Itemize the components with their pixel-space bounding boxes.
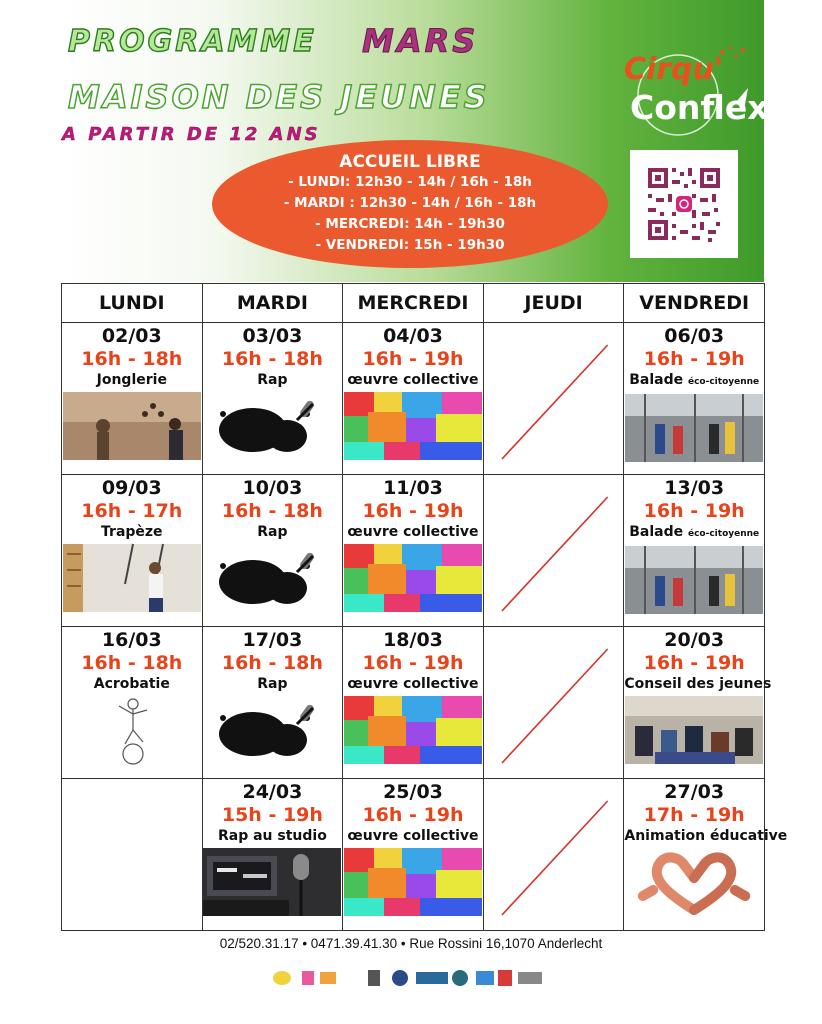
title-month: MARS [362,22,479,60]
event-date: 18/03 [383,629,443,651]
day-header-lundi: LUNDI [62,284,203,323]
schedule-cell [202,475,343,627]
schedule-cell-empty [483,779,624,931]
event-activity: Animation éducative [624,828,788,844]
event-time: 16h - 19h [362,500,464,522]
event-time: 16h - 18h [221,652,323,674]
event-time: 16h - 18h [221,500,323,522]
event-activity: Rap [257,372,288,388]
schedule-cell [624,323,765,475]
crossed-out-slash [484,627,624,776]
collage-art [344,696,482,764]
event-time: 16h - 19h [362,804,464,826]
schedule-cell [343,475,484,627]
heart-hands [625,848,763,916]
event-time: 16h - 18h [81,348,183,370]
event-time: 16h - 17h [81,500,183,522]
logo-text-cirqu: Cirqu' [624,52,724,87]
slam-rap-logo [203,392,341,460]
cirqu-conflex-logo [618,40,769,132]
event-time: 16h - 19h [643,348,745,370]
event-date: 25/03 [383,781,443,803]
event-date: 11/03 [383,477,443,499]
event-date: 24/03 [242,781,303,803]
event-activity: Rap au studio [217,828,327,844]
event-date: 10/03 [242,477,303,499]
event-activity: Rap [257,676,288,692]
event-activity: œuvre collective [347,676,479,692]
day-header-mardi: MARDI [202,284,343,323]
event-date: 04/03 [383,325,443,347]
footer-contact: 02/520.31.17 • 0471.39.41.30 • Rue Rossini 16,1070 Anderlecht [219,936,603,951]
schedule-cell [624,475,765,627]
crossed-out-slash [484,323,624,472]
schedule-cell-empty [62,779,203,931]
event-activity: Conseil des jeunes [624,676,772,692]
event-time: 16h - 19h [362,652,464,674]
event-date: 20/03 [664,629,725,651]
event-time: 15h - 19h [221,804,323,826]
crossed-out-slash [484,475,624,624]
event-activity: Balade éco-citoyenne [629,372,760,388]
youth-council-photo [625,696,763,764]
schedule-cell-empty [483,627,624,779]
event-date: 02/03 [101,325,162,347]
schedule-cell [343,627,484,779]
event-time: 16h - 19h [643,652,745,674]
event-activity: Rap [257,524,288,540]
event-time: 16h - 18h [221,348,323,370]
age-label: A PARTIR DE 12 ANS [62,124,321,145]
event-activity: œuvre collective [347,524,479,540]
schedule-cell [202,323,343,475]
instagram-qr-code[interactable] [630,150,738,258]
accueil-line: - MERCREDI: 14h - 19h30 [315,216,505,232]
event-activity: œuvre collective [347,372,479,388]
collage-art [344,848,482,916]
schedule-cell [624,779,788,931]
event-date: 13/03 [664,477,725,499]
collage-art [344,392,482,460]
schedule-cell [624,627,772,779]
crossed-out-slash [484,779,624,928]
event-time: 16h - 19h [643,500,745,522]
accueil-line: - LUNDI: 12h30 - 14h / 16h - 18h [288,174,532,190]
accueil-line: - MARDI : 12h30 - 14h / 16h - 18h [283,195,537,211]
event-date: 17/03 [242,629,303,651]
accueil-title: ACCUEIL LIBRE [339,152,481,172]
event-date: 03/03 [242,325,303,347]
event-activity: Balade éco-citoyenne [629,524,760,540]
schedule-cell [62,627,203,779]
trapeze-photo [63,544,201,612]
schedule-cell [343,779,484,931]
event-time: 16h - 19h [362,348,464,370]
event-activity: Jonglerie [96,372,167,388]
event-time: 17h - 19h [643,804,745,826]
event-date: 06/03 [664,325,725,347]
event-activity: œuvre collective [347,828,479,844]
event-time: 16h - 18h [81,652,183,674]
accueil-line: - VENDREDI: 15h - 19h30 [315,237,505,253]
schedule-cell-empty [483,323,624,475]
day-header-jeudi: JEUDI [483,284,624,323]
schedule-table [61,283,788,931]
event-activity: Trapèze [101,524,163,540]
event-date: 16/03 [101,629,162,651]
schedule-cell [62,323,203,475]
schedule-cell-empty [483,475,624,627]
acrobat-drawing [63,696,201,764]
collage-art [344,544,482,612]
title-programme: PROGRAMME [68,24,317,59]
partner-logos [272,966,548,990]
day-header-vendredi: VENDREDI [624,284,765,323]
event-date: 09/03 [101,477,162,499]
juggling-photo [63,392,201,460]
day-header-mercredi: MERCREDI [343,284,484,323]
slam-rap-logo [203,544,341,612]
title-maison: MAISON DES JEUNES [68,78,490,116]
schedule-cell [62,475,203,627]
event-date: 27/03 [664,781,725,803]
group-walk-photo [625,546,763,614]
schedule-cell [202,627,343,779]
accueil-libre-panel [212,140,608,268]
logo-text-conflex: Conflex [630,88,769,127]
slam-rap-logo [203,696,341,764]
studio-photo [203,848,341,916]
schedule-cell [343,323,484,475]
event-activity: Acrobatie [93,676,170,692]
schedule-cell [202,779,343,931]
group-walk-photo [625,394,763,462]
